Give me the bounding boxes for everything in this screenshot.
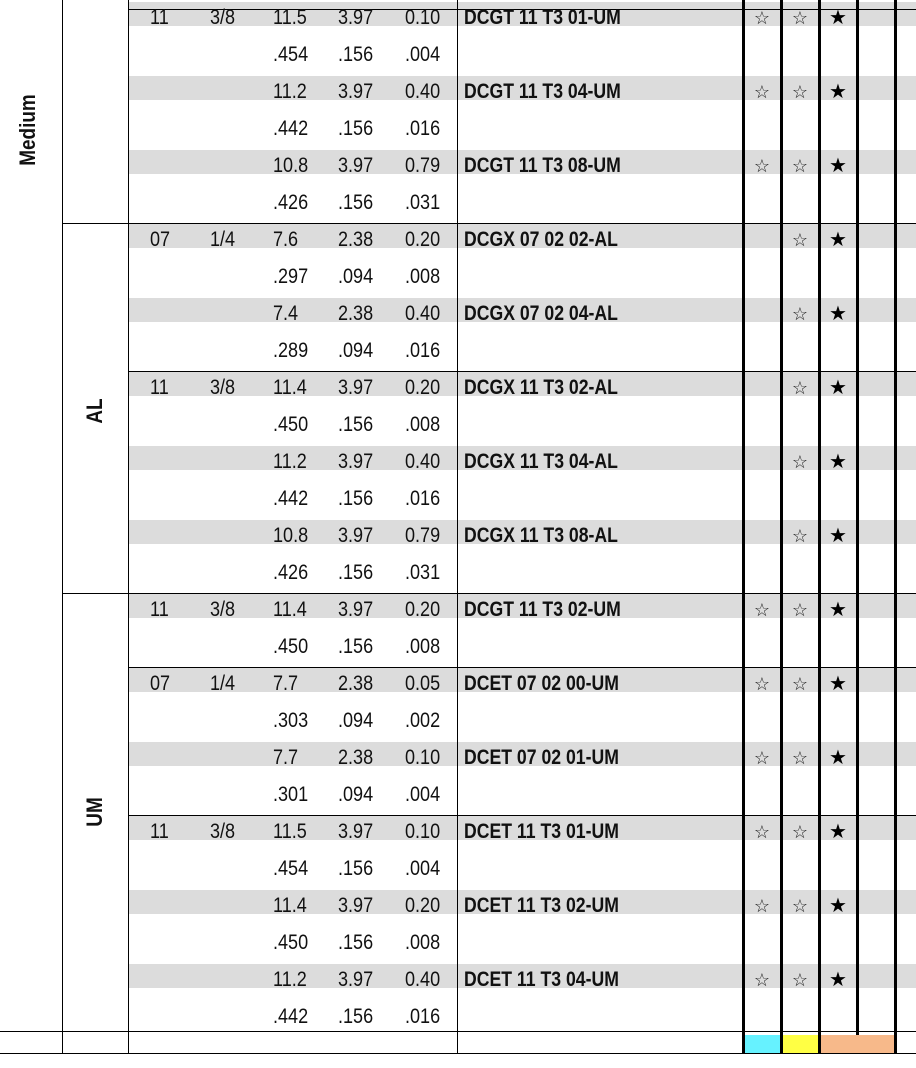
cell-d: 10.8 — [273, 154, 309, 177]
cell-d: 11.2 — [273, 450, 307, 473]
star-outline-icon: ☆ — [791, 526, 809, 546]
cell-d: .442 — [273, 1005, 309, 1028]
star-filled-icon: ★ — [829, 525, 847, 547]
star-outline-icon: ☆ — [791, 452, 809, 472]
cell-r: .016 — [405, 339, 441, 362]
cell-s: 3.97 — [338, 968, 374, 991]
cell-designation: DCET 11 T3 04-UM — [464, 968, 619, 991]
cell-designation: DCET 11 T3 01-UM — [464, 820, 619, 843]
cell-d: .303 — [273, 709, 309, 732]
star-outline-icon: ☆ — [791, 970, 809, 990]
cell-s: 3.97 — [338, 820, 374, 843]
star-filled-icon: ★ — [829, 155, 847, 177]
cell-s: .156 — [338, 931, 374, 954]
grade-color-swatch — [745, 1035, 780, 1053]
cell-r: 0.40 — [405, 968, 441, 991]
cell-s: 2.38 — [338, 746, 374, 769]
cell-r: 0.20 — [405, 376, 441, 399]
cell-designation: DCGT 11 T3 01-UM — [464, 6, 621, 29]
cell-size: 07 — [150, 228, 171, 251]
cell-s: .156 — [338, 43, 374, 66]
star-outline-icon: ☆ — [791, 378, 809, 398]
grade-column-rule — [894, 0, 897, 1054]
cell-s: .094 — [338, 709, 374, 732]
column-rule — [128, 0, 129, 1054]
cell-d: 11.4 — [273, 376, 307, 399]
cell-s: 3.97 — [338, 450, 374, 473]
cell-designation: DCGX 07 02 04-AL — [464, 302, 618, 325]
cell-d: 7.7 — [273, 746, 299, 769]
cell-r: 0.10 — [405, 746, 441, 769]
cell-r: .016 — [405, 117, 441, 140]
cell-size: 11 — [150, 6, 169, 29]
cell-d: .426 — [273, 561, 309, 584]
cell-d: 7.6 — [273, 228, 299, 251]
cell-s: 3.97 — [338, 894, 374, 917]
cell-designation: DCGX 11 T3 04-AL — [464, 450, 618, 473]
cell-s: 3.97 — [338, 598, 374, 621]
cell-designation: DCGX 07 02 02-AL — [464, 228, 618, 251]
cell-designation: DCGT 11 T3 02-UM — [464, 598, 621, 621]
cell-s: 3.97 — [338, 524, 374, 547]
cell-r: .016 — [405, 487, 441, 510]
cell-r: .004 — [405, 857, 441, 880]
cell-d: .450 — [273, 931, 309, 954]
cell-s: .094 — [338, 265, 374, 288]
star-outline-icon: ☆ — [791, 674, 809, 694]
cell-d: .454 — [273, 857, 309, 880]
grade-color-swatch — [783, 1035, 818, 1053]
cell-size: 07 — [150, 672, 171, 695]
star-outline-icon: ☆ — [753, 600, 771, 620]
cell-r: .031 — [405, 191, 441, 214]
cell-size: 11 — [150, 820, 169, 843]
group-label: UM — [82, 797, 107, 827]
cell-designation: DCET 07 02 00-UM — [464, 672, 619, 695]
cell-s: 2.38 — [338, 228, 374, 251]
cell-d: 11.2 — [273, 968, 307, 991]
star-filled-icon: ★ — [829, 969, 847, 991]
cell-d: 11.5 — [273, 820, 307, 843]
star-outline-icon: ☆ — [791, 230, 809, 250]
cell-r: 0.10 — [405, 820, 441, 843]
star-filled-icon: ★ — [829, 229, 847, 251]
table-bottom-rule — [0, 1031, 916, 1032]
cell-d: 11.4 — [273, 598, 307, 621]
cell-s: .156 — [338, 413, 374, 436]
cell-designation: DCGX 11 T3 08-AL — [464, 524, 618, 547]
cell-d: .442 — [273, 117, 309, 140]
cell-r: .031 — [405, 561, 441, 584]
cell-r: 0.40 — [405, 302, 441, 325]
cell-r: 0.79 — [405, 524, 441, 547]
cell-r: 0.20 — [405, 228, 441, 251]
star-filled-icon: ★ — [829, 451, 847, 473]
cell-designation: DCET 07 02 01-UM — [464, 746, 619, 769]
star-outline-icon: ☆ — [753, 748, 771, 768]
star-outline-icon: ☆ — [753, 82, 771, 102]
cell-s: .156 — [338, 191, 374, 214]
cell-r: .008 — [405, 413, 441, 436]
star-filled-icon: ★ — [829, 599, 847, 621]
cell-designation: DCGT 11 T3 04-UM — [464, 80, 621, 103]
star-outline-icon: ☆ — [753, 896, 771, 916]
cell-s: .156 — [338, 117, 374, 140]
star-outline-icon: ☆ — [791, 82, 809, 102]
star-outline-icon: ☆ — [791, 156, 809, 176]
cell-s: 3.97 — [338, 6, 374, 29]
cell-s: .094 — [338, 783, 374, 806]
star-filled-icon: ★ — [829, 673, 847, 695]
cell-r: 0.40 — [405, 80, 441, 103]
cell-r: 0.40 — [405, 450, 441, 473]
cell-s: .094 — [338, 339, 374, 362]
group-label: AL — [82, 398, 107, 424]
cell-d: .297 — [273, 265, 309, 288]
cell-d: .454 — [273, 43, 309, 66]
cell-r: .008 — [405, 931, 441, 954]
star-filled-icon: ★ — [829, 7, 847, 29]
star-outline-icon: ☆ — [753, 156, 771, 176]
cell-ic: 3/8 — [210, 376, 236, 399]
cell-d: .442 — [273, 487, 309, 510]
cell-d: .426 — [273, 191, 309, 214]
cell-r: .016 — [405, 1005, 441, 1028]
star-outline-icon: ☆ — [753, 970, 771, 990]
star-filled-icon: ★ — [829, 821, 847, 843]
cell-d: 7.4 — [273, 302, 299, 325]
cell-s: 2.38 — [338, 302, 374, 325]
star-outline-icon: ☆ — [791, 748, 809, 768]
cell-d: .450 — [273, 413, 309, 436]
star-filled-icon: ★ — [829, 895, 847, 917]
cell-designation: DCGT 11 T3 08-UM — [464, 154, 621, 177]
star-outline-icon: ☆ — [791, 822, 809, 842]
cell-d: .301 — [273, 783, 309, 806]
star-filled-icon: ★ — [829, 81, 847, 103]
star-outline-icon: ☆ — [753, 822, 771, 842]
star-outline-icon: ☆ — [791, 304, 809, 324]
cell-size: 11 — [150, 598, 169, 621]
cell-d: .450 — [273, 635, 309, 658]
cell-s: 3.97 — [338, 376, 374, 399]
star-filled-icon: ★ — [829, 303, 847, 325]
grade-color-swatch — [821, 1035, 894, 1053]
cell-ic: 3/8 — [210, 820, 236, 843]
star-outline-icon: ☆ — [753, 674, 771, 694]
cell-r: .004 — [405, 43, 441, 66]
cell-s: 2.38 — [338, 672, 374, 695]
cell-ic: 3/8 — [210, 598, 236, 621]
group-label: Medium — [15, 94, 40, 166]
cell-s: .156 — [338, 561, 374, 584]
cell-r: 0.10 — [405, 6, 441, 29]
cell-s: 3.97 — [338, 154, 374, 177]
star-outline-icon: ☆ — [791, 8, 809, 28]
cell-d: 11.4 — [273, 894, 307, 917]
footer-bottom-rule — [0, 1053, 916, 1054]
cell-s: .156 — [338, 487, 374, 510]
star-outline-icon: ☆ — [791, 896, 809, 916]
cell-d: .289 — [273, 339, 309, 362]
cell-s: .156 — [338, 635, 374, 658]
cell-ic: 1/4 — [210, 228, 236, 251]
cell-r: .008 — [405, 265, 441, 288]
column-rule — [457, 0, 458, 1054]
cell-designation: DCET 11 T3 02-UM — [464, 894, 619, 917]
grade-column-rule — [856, 0, 859, 1054]
star-outline-icon: ☆ — [753, 8, 771, 28]
cell-r: .002 — [405, 709, 441, 732]
star-filled-icon: ★ — [829, 377, 847, 399]
cell-r: 0.20 — [405, 598, 441, 621]
cell-r: .008 — [405, 635, 441, 658]
cell-r: 0.20 — [405, 894, 441, 917]
cell-r: 0.05 — [405, 672, 441, 695]
cell-d: 11.2 — [273, 80, 307, 103]
cell-s: 3.97 — [338, 80, 374, 103]
cell-ic: 3/8 — [210, 6, 236, 29]
cell-r: 0.79 — [405, 154, 441, 177]
cell-d: 10.8 — [273, 524, 309, 547]
cell-size: 11 — [150, 376, 169, 399]
cell-s: .156 — [338, 1005, 374, 1028]
cell-ic: 1/4 — [210, 672, 236, 695]
cell-s: .156 — [338, 857, 374, 880]
cell-d: 11.5 — [273, 6, 307, 29]
column-rule — [62, 0, 63, 1054]
star-filled-icon: ★ — [829, 747, 847, 769]
cell-d: 7.7 — [273, 672, 299, 695]
cell-designation: DCGX 11 T3 02-AL — [464, 376, 618, 399]
star-outline-icon: ☆ — [791, 600, 809, 620]
cell-r: .004 — [405, 783, 441, 806]
